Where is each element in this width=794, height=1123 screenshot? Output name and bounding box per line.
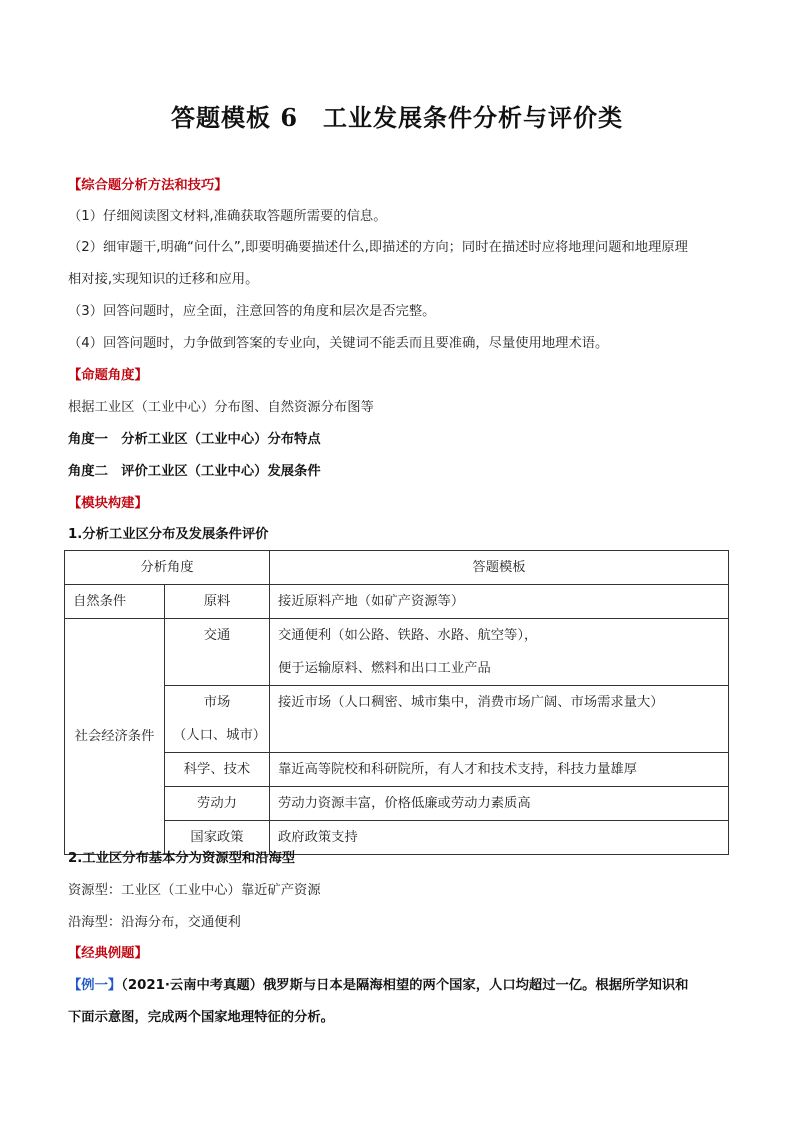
table-row	[65, 686, 729, 753]
method-item-3: （3）回答问题时，应全面，注意回答的角度和层次是否完整。	[68, 304, 436, 319]
method-item-4: （4）回答问题时，力争做到答案的专业向，关键词不能丢而且要准确，尽量使用地理术语。	[68, 336, 609, 351]
method-item-2-cont: 相对接,实现知识的迁移和应用。	[68, 272, 259, 287]
module-subtitle-1: 1.分析工业区分布及发展条件评价	[68, 527, 269, 542]
method-heading: 【综合题分析方法和技巧】	[68, 178, 228, 193]
header-answer-template: 答题模板	[270, 551, 729, 585]
example-line-2: 下面示意图，完成两个国家地理特征的分析。	[68, 1010, 334, 1025]
factor-cell	[165, 686, 270, 753]
factor-label: 交通	[203, 628, 231, 643]
example-tag: 【例一】	[68, 978, 122, 993]
method-item-1: （1）仔细阅读图文材料,准确获取答题所需要的信息。	[68, 209, 387, 224]
content-cell: 靠近高等院校和科研院所，有人才和技术支持，科技力量雄厚	[270, 753, 729, 787]
content-cell	[270, 619, 729, 686]
method-item-2: （2）细审题干,明确“问什么”,即要明确要描述什么,即描述的方向；同时在描述时应将地理问题和地理原理	[68, 240, 688, 255]
table-row	[65, 619, 729, 686]
category-social-economic: 社会经济条件	[65, 619, 165, 855]
answer-template-table	[64, 550, 729, 855]
module-heading: 【模块构建】	[68, 496, 148, 511]
factor-cell: 劳动力	[165, 787, 270, 821]
angle-two: 角度二 评价工业区（工业中心）发展条件	[68, 464, 321, 479]
angle-heading: 【命题角度】	[68, 368, 148, 383]
example-text-1: （2021·云南中考真题）俄罗斯与日本是隔海相望的两个国家，人口均超过一亿。根据所学知识和	[121, 978, 689, 993]
factor-cell	[165, 619, 270, 686]
content-cell: 政府政策支持	[270, 821, 729, 855]
factor-cell: 国家政策	[165, 821, 270, 855]
angle-one: 角度一 分析工业区（工业中心）分布特点	[68, 432, 321, 447]
table-row	[65, 787, 729, 821]
factor-sub-label: （人口、城市）	[173, 728, 267, 743]
coastal-type: 沿海型：沿海分布，交通便利	[68, 915, 241, 930]
page-title: 答题模板 6 工业发展条件分析与评价类	[170, 103, 624, 132]
table-row	[65, 585, 729, 619]
content-cell: 接近市场（人口稠密、城市集中，消费市场广阔、市场需求量大）	[270, 686, 729, 753]
category-natural: 自然条件	[65, 585, 165, 619]
content-cell: 接近原料产地（如矿产资源等）	[270, 585, 729, 619]
example-line-1	[68, 976, 688, 996]
angle-intro: 根据工业区（工业中心）分布图、自然资源分布图等	[68, 400, 374, 415]
header-analysis-angle: 分析角度	[65, 551, 270, 585]
factor-cell: 原料	[165, 585, 270, 619]
resource-type: 资源型：工业区（工业中心）靠近矿产资源	[68, 883, 321, 898]
content-cell: 劳动力资源丰富，价格低廉或劳动力素质高	[270, 787, 729, 821]
table-header-row	[65, 551, 729, 585]
example-heading: 【经典例题】	[68, 946, 148, 961]
content-line: 交通便利（如公路、铁路、水路、航空等），	[278, 628, 538, 643]
factor-cell: 科学、技术	[165, 753, 270, 787]
factor-label: 市场	[203, 695, 231, 710]
content-line: 便于运输原料、燃料和出口工业产品	[278, 661, 491, 676]
table-row	[65, 753, 729, 787]
module-subtitle-2: 2.工业区分布基本分为资源型和沿海型	[68, 851, 296, 866]
